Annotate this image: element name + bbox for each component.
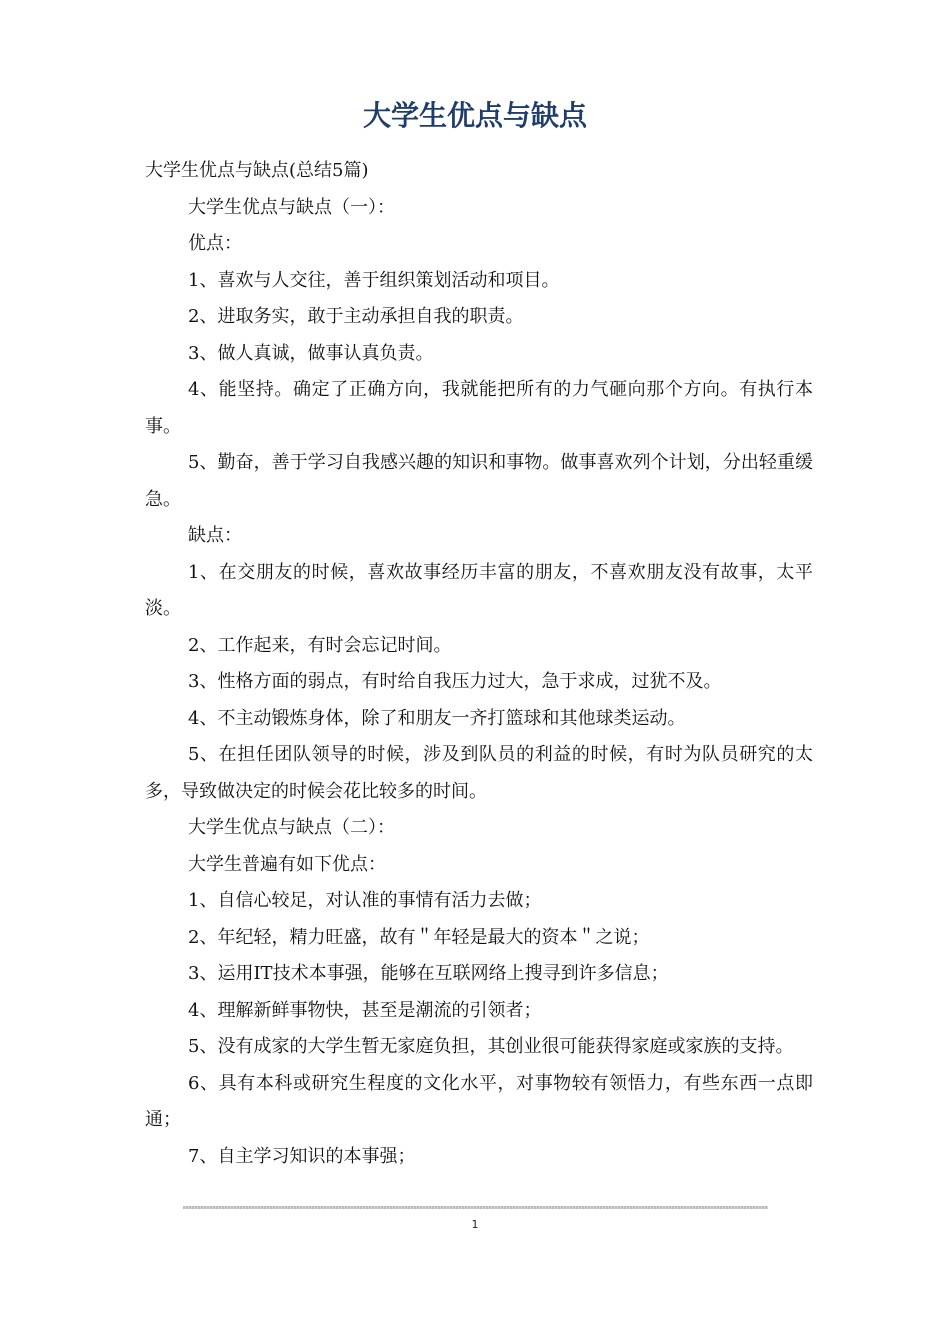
paragraph: 缺点：	[188, 525, 242, 546]
paragraph: 优点：	[188, 233, 242, 254]
list-item: 6、具有本科或研究生程度的文化水平，对事物较有领悟力，有些东西一点即通；	[145, 1072, 813, 1130]
page-title: 大学生优点与缺点	[362, 99, 587, 132]
paragraph: 大学生普遍有如下优点：	[188, 853, 386, 875]
list-item: 2、工作起来，有时会忘记时间。	[188, 634, 452, 656]
list-item: 5、在担任团队领导的时候，涉及到队员的利益的时候，有时为队员研究的太多，导致做决定的时候会花比较多的时间。	[145, 744, 813, 802]
list-item: 2、进取务实，敢于主动承担自我的职责。	[188, 306, 524, 327]
list-item: 3、运用IT技术本事强，能够在互联网络上搜寻到许多信息；	[188, 963, 669, 984]
list-item: 3、性格方面的弱点，有时给自我压力过大，急于求成，过犹不及。	[188, 671, 722, 692]
list-item: 1、喜欢与人交往，善于组织策划活动和项目。	[188, 269, 560, 291]
list-item: 4、不主动锻炼身体，除了和朋友一齐打篮球和其他球类运动。	[188, 707, 686, 729]
page-number: 1	[471, 1218, 479, 1231]
list-item: 1、自信心较足，对认准的事情有活力去做；	[188, 890, 542, 911]
list-item: 5、没有成家的大学生暂无家庭负担，其创业很可能获得家庭或家族的支持。	[188, 1036, 794, 1057]
document-body	[145, 153, 813, 1175]
list-item: 3、做人真诚，做事认真负责。	[188, 342, 434, 364]
list-item: 7、自主学习知识的本事强；	[188, 1145, 416, 1167]
list-item: 5、勤奋，善于学习自我感兴趣的知识和事物。做事喜欢列个计划，分出轻重缓急。	[145, 452, 813, 510]
list-item: 2、年纪轻，精力旺盛，故有＂年轻是最大的资本＂之说；	[188, 926, 650, 948]
section-heading: 大学生优点与缺点（一）：	[188, 196, 395, 218]
list-item: 4、能坚持。确定了正确方向，我就能把所有的力气砸向那个方向。有执行本事。	[145, 379, 813, 437]
section-heading: 大学生优点与缺点（二）：	[188, 817, 395, 838]
list-item: 1、在交朋友的时候，喜欢故事经历丰富的朋友，不喜欢朋友没有故事，太平淡。	[145, 561, 813, 619]
footer-divider	[183, 1206, 768, 1209]
list-item: 4、理解新鲜事物快，甚至是潮流的引领者；	[188, 999, 542, 1021]
paragraph: 大学生优点与缺点(总结5篇)	[145, 160, 369, 181]
